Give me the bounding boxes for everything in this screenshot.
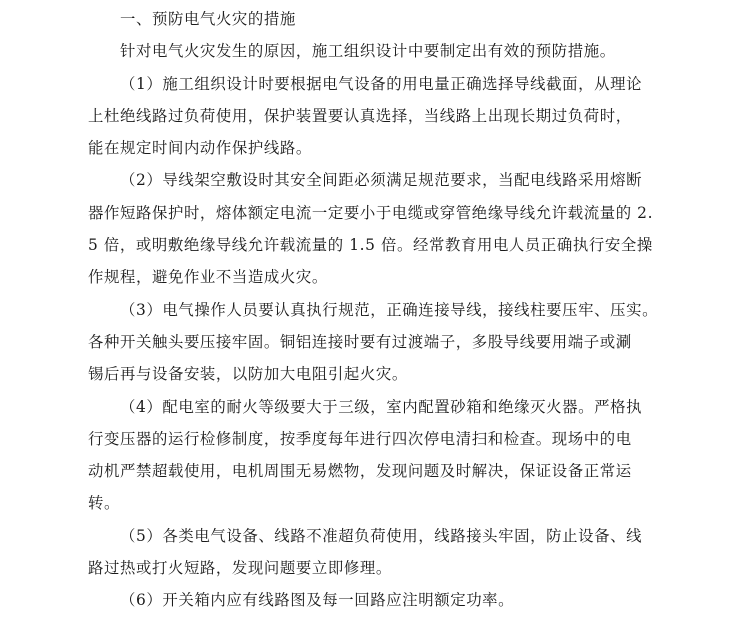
paragraph-line: 能在规定时间内动作保护线路。 xyxy=(88,139,312,158)
paragraph-line: （6）开关箱内应有线路图及每一回路应注明额定功率。 xyxy=(120,591,515,610)
paragraph-line: 路过热或打火短路，发现问题要立即修理。 xyxy=(88,559,392,578)
paragraph-line: （4）配电室的耐火等级要大于三级，室内配置砂箱和绝缘灭火器。严格执 xyxy=(120,397,643,416)
document-page xyxy=(88,3,659,617)
intro-paragraph: 针对电气火灾发生的原因，施工组织设计中要制定出有效的预防措施。 xyxy=(120,42,616,61)
paragraph-line: 器作短路保护时，熔体额定电流一定要小于电缆或穿管绝缘导线允许载流量的 2. xyxy=(88,203,654,222)
paragraph-line: 5 倍，或明敷绝缘导线允许载流量的 1.5 倍。经常教育用电人员正确执行安全操 xyxy=(88,236,653,255)
paragraph-item-5 xyxy=(88,520,648,585)
paragraph-item-3 xyxy=(88,294,659,391)
paragraph-line: （3）电气操作人员要认真执行规范，正确连接导线，接线柱要压牢、压实。 xyxy=(120,300,659,319)
paragraph-item-4 xyxy=(88,391,648,520)
paragraph-line: 转。 xyxy=(88,494,120,513)
paragraph-line: 锡后再与设备安装，以防加大电阻引起火灾。 xyxy=(88,365,408,384)
paragraph-item-2 xyxy=(88,164,654,293)
paragraph-item-1 xyxy=(88,68,648,165)
paragraph-item-6 xyxy=(88,584,648,616)
paragraph-line: 作规程，避免作业不当造成火灾。 xyxy=(88,268,328,287)
paragraph-line: 各种开关触头要压接牢固。铜铝连接时要有过渡端子，多股导线要用端子或涮 xyxy=(88,332,632,351)
paragraph-line: 行变压器的运行检修制度，按季度每年进行四次停电清扫和检查。现场中的电 xyxy=(88,429,632,448)
section-heading: 一、预防电气火灾的措施 xyxy=(120,10,296,28)
paragraph-line: （5）各类电气设备、线路不准超负荷使用，线路接头牢固，防止设备、线 xyxy=(120,526,643,545)
paragraph-line: （1）施工组织设计时要根据电气设备的用电量正确选择导线截面，从理论 xyxy=(120,74,643,93)
paragraph-line: （2）导线架空敷设时其安全间距必须满足规范要求，当配电线路采用熔断 xyxy=(120,171,643,190)
paragraph-line: 上杜绝线路过负荷使用，保护装置要认真选择，当线路上出现长期过负荷时， xyxy=(88,106,632,125)
paragraph-line: 动机严禁超载使用，电机周围无易燃物，发现问题及时解决，保证设备正常运 xyxy=(88,462,632,481)
